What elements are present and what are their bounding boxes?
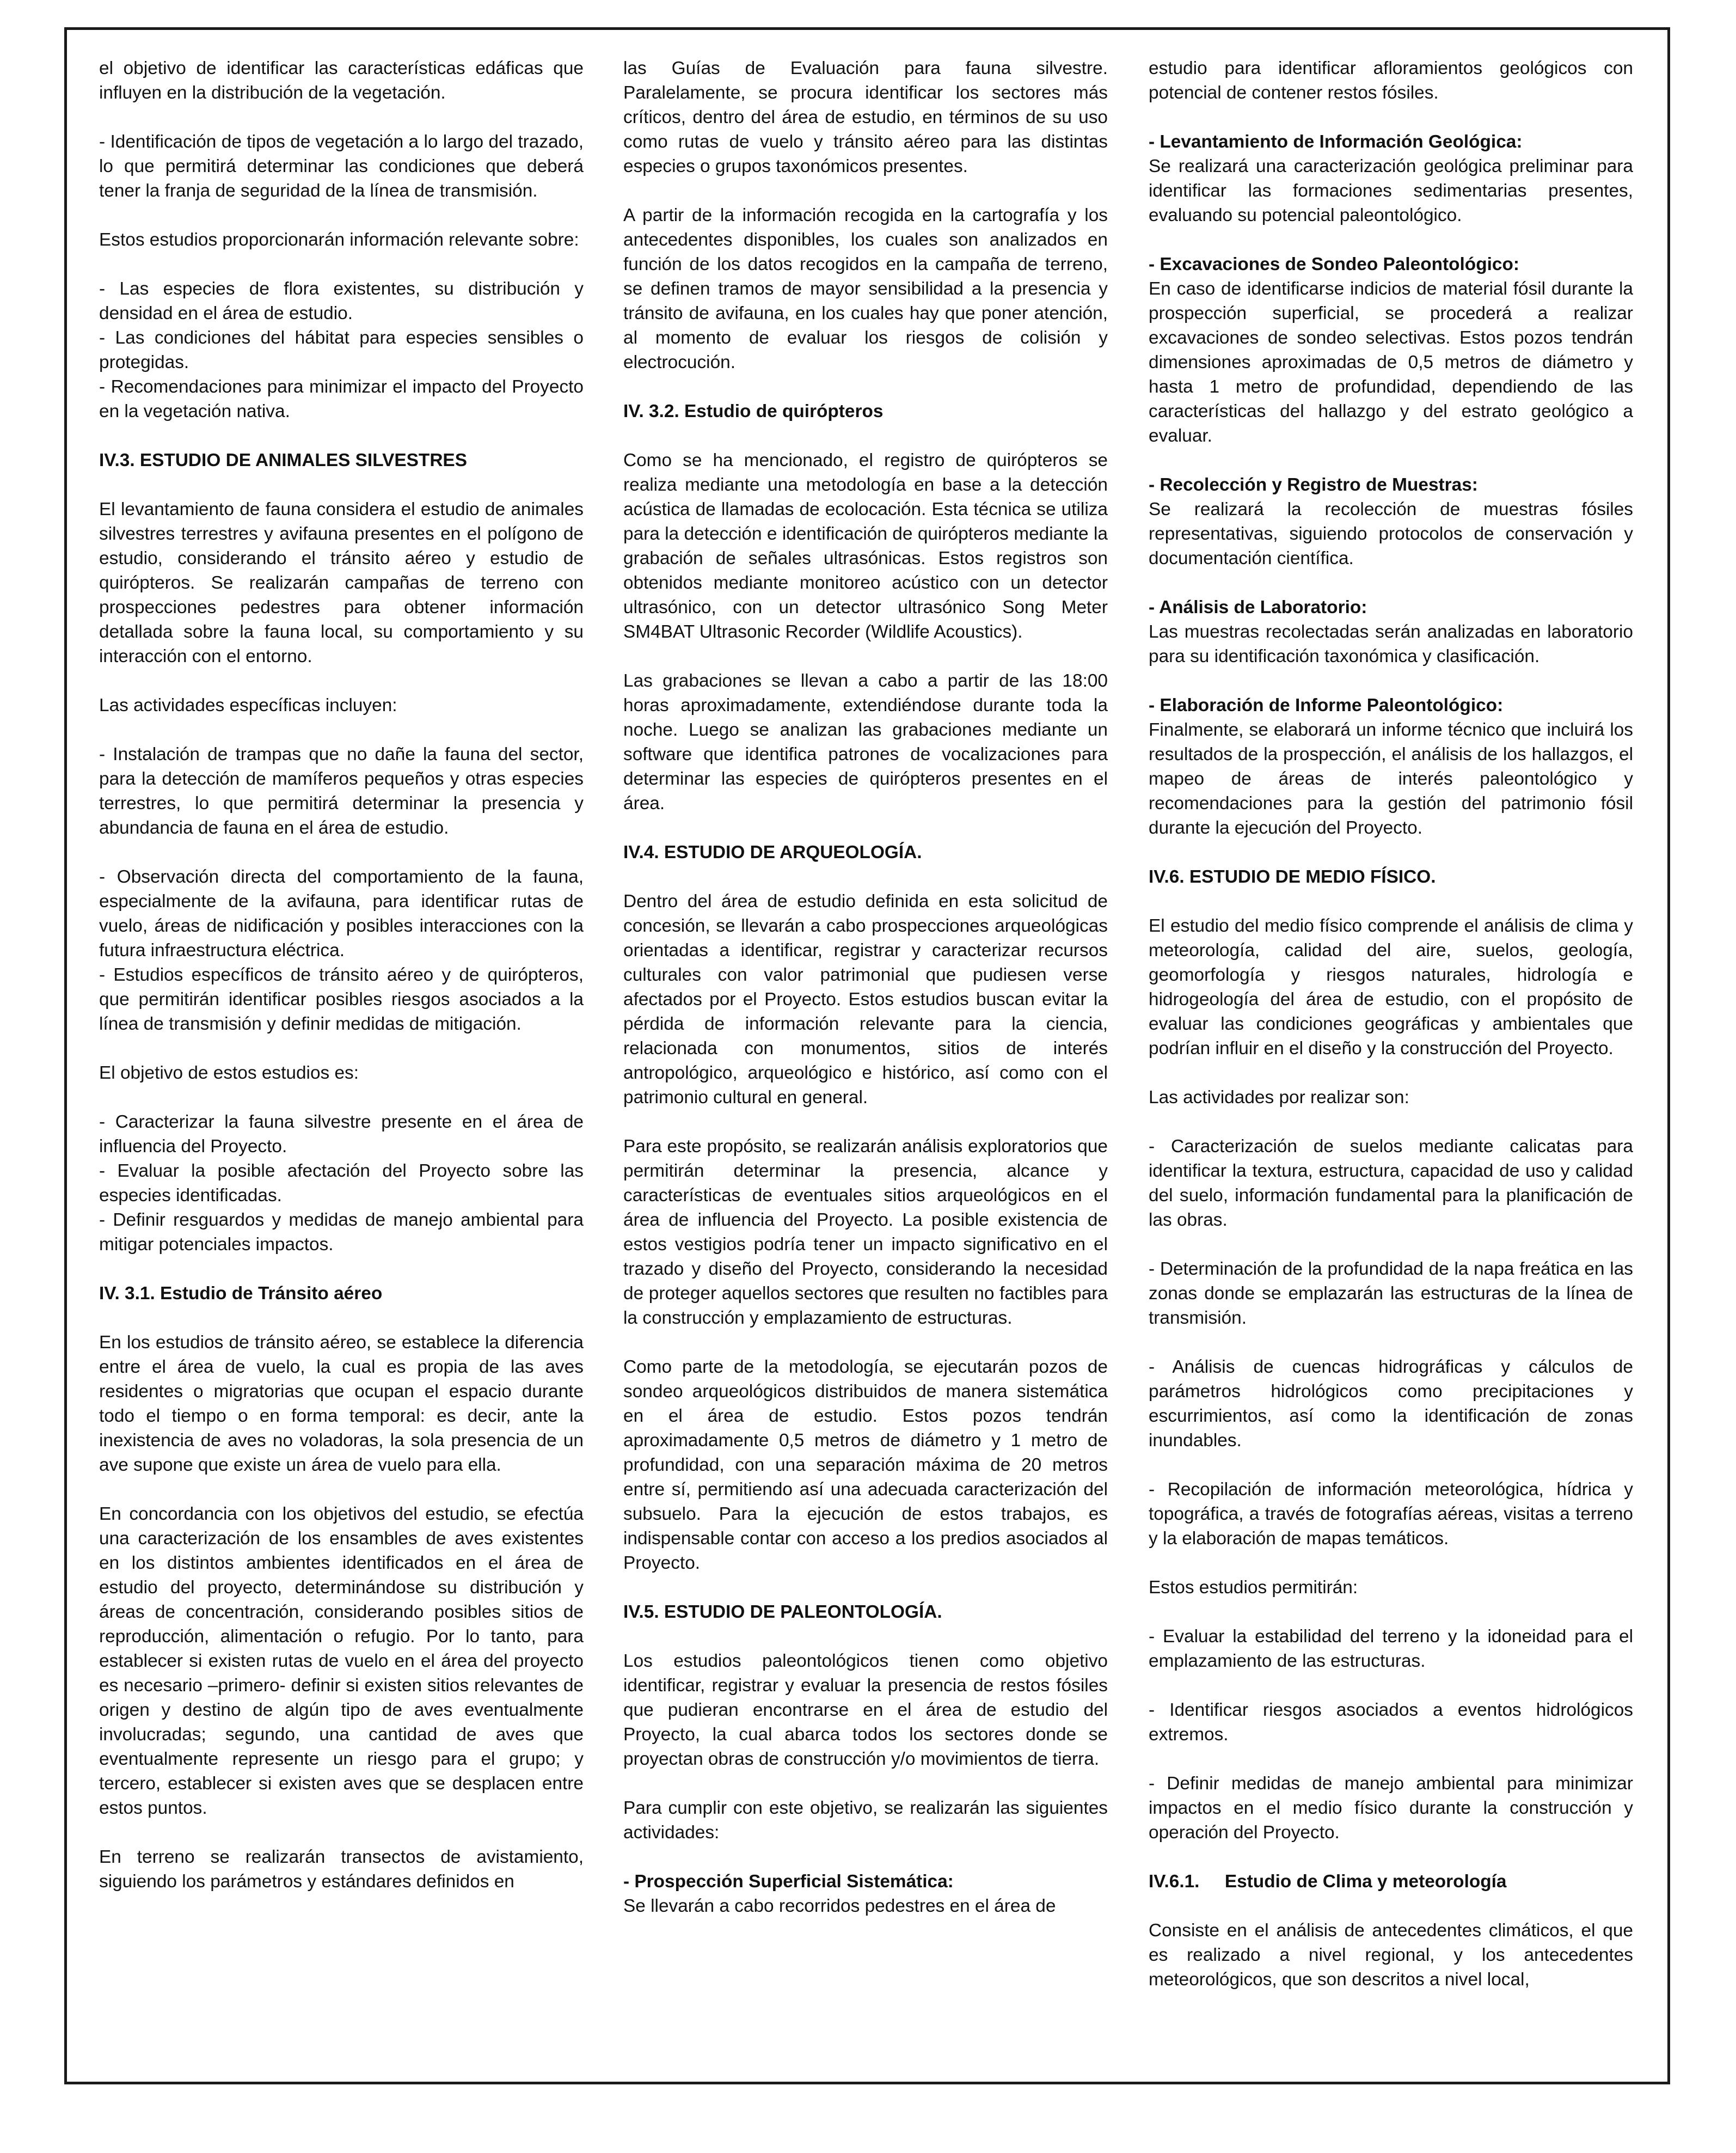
list-item: - Estudios específicos de tránsito aéreo y de quirópteros, que permitirán identificar posibles riesgos asociados a la línea de transmisión y definir medidas de mitigación. (99, 965, 584, 1034)
paragraph: El objetivo de estos estudios es: (99, 1063, 359, 1083)
paragraph: Estos estudios proporcionarán información relevante sobre: (99, 230, 579, 250)
activity-heading: - Recolección y Registro de Muestras: (1149, 475, 1478, 495)
paragraph: Las actividades por realizar son: (1149, 1087, 1409, 1108)
section-heading: IV.3. ESTUDIO DE ANIMALES SILVESTRES (99, 450, 467, 470)
paragraph: Se realizará una caracterización geológica preliminar para identificar las formaciones sedimentarias presentes, evaluando su potencial paleontológico. (1149, 156, 1633, 225)
activity-heading: - Prospección Superficial Sistemática: (623, 1871, 954, 1892)
subsection-heading: IV. 3.2. Estudio de quirópteros (623, 401, 884, 421)
paragraph: En caso de identificarse indicios de material fósil durante la prospección superficial, se procederá a realizar excavaciones de sondeo selectivas. Estos pozos tendrán dimensiones aproximadas de 0,5 metros de diámetro y hasta 1 metro de profundidad, dependiendo de las características del hallazgo y del estrato geológico a evaluar. (1149, 279, 1633, 446)
paragraph: Las muestras recolectadas serán analizadas en laboratorio para su identificación taxonómica y clasificación. (1149, 622, 1633, 666)
list-item: - Las especies de flora existentes, su distribución y densidad en el área de estudio. (99, 279, 584, 323)
paragraph: Se realizará la recolección de muestras fósiles representativas, siguiendo protocolos de conservación y documentación científica. (1149, 499, 1633, 568)
activity-heading: - Excavaciones de Sondeo Paleontológico: (1149, 254, 1519, 274)
paragraph: estudio para identificar afloramientos geológicos con potencial de contener restos fósiles. (1149, 58, 1633, 103)
section-heading: IV.6. ESTUDIO DE MEDIO FÍSICO. (1149, 867, 1436, 887)
subsection-heading: IV.6.1. Estudio de Clima y meteorología (1149, 1871, 1507, 1892)
paragraph: En terreno se realizarán transectos de avistamiento, siguiendo los parámetros y estándares definidos en (99, 1847, 584, 1892)
paragraph: Estos estudios permitirán: (1149, 1577, 1358, 1598)
list-item: - Análisis de cuencas hidrográficas y cálculos de parámetros hidrológicos como precipitaciones y escurrimientos, así como la identificación de zonas inundables. (1149, 1357, 1633, 1451)
paragraph: Para cumplir con este objetivo, se realizarán las siguientes actividades: (623, 1798, 1108, 1843)
list-item: - Evaluar la posible afectación del Proyecto sobre las especies identificadas. (99, 1161, 584, 1206)
paragraph: Las actividades específicas incluyen: (99, 695, 397, 715)
list-item: - Caracterización de suelos mediante calicatas para identificar la textura, estructura, capacidad de uso y calidad del suelo, información fundamental para la planificación de las obras. (1149, 1136, 1633, 1230)
column-right (1149, 56, 1633, 1992)
list-item: - Evaluar la estabilidad del terreno y la idoneidad para el emplazamiento de las estructuras. (1149, 1626, 1633, 1671)
paragraph: Dentro del área de estudio definida en esta solicitud de concesión, se llevarán a cabo prospecciones arqueológicas orientadas a identificar, registrar y caracterizar recursos culturales con valor patrimonial que pudiesen verse afectados por el Proyecto. Estos estudios buscan evitar la pérdida de información relevante para la ciencia, relacionada con monumentos, sitios de interés antropológico, arqueológico e histórico, así como con el patrimonio cultural en general. (623, 891, 1108, 1108)
paragraph: el objetivo de identificar las características edáficas que influyen en la distribución de la vegetación. (99, 58, 584, 103)
list-item: - Las condiciones del hábitat para especies sensibles o protegidas. (99, 328, 584, 372)
paragraph: El estudio del medio físico comprende el análisis de clima y meteorología, calidad del aire, suelos, geología, geomorfología y riesgos naturales, hidrología e hidrogeología del área de estudio, con el propósito de evaluar las condiciones geográficas y ambientales que podrían influir en el diseño y la construcción del Proyecto. (1149, 916, 1633, 1059)
column-left (99, 56, 584, 1894)
activity-heading: - Elaboración de Informe Paleontológico: (1149, 695, 1504, 715)
paragraph: las Guías de Evaluación para fauna silvestre. Paralelamente, se procura identificar los sectores más críticos, dentro del área de estudio, en términos de su uso como rutas de vuelo y tránsito aéreo para las distintas especies o grupos taxonómicos presentes. (623, 58, 1108, 176)
paragraph: - Identificación de tipos de vegetación a lo largo del trazado, lo que permitirá determinar las condiciones que deberá tener la franja de seguridad de la línea de transmisión. (99, 132, 584, 201)
subsection-heading: IV. 3.1. Estudio de Tránsito aéreo (99, 1283, 383, 1304)
paragraph: Las grabaciones se llevan a cabo a partir de las 18:00 horas aproximadamente, extendiéndose durante toda la noche. Luego se analizan las grabaciones mediante un software que identifica patrones de vocalizaciones para determinar las especies de quirópteros presentes en el área. (623, 671, 1108, 814)
paragraph: Se llevarán a cabo recorridos pedestres en el área de (623, 1896, 1056, 1916)
list-item: - Definir medidas de manejo ambiental para minimizar impactos en el medio físico durante la construcción y operación del Proyecto. (1149, 1773, 1633, 1843)
activity-heading: - Levantamiento de Información Geológica: (1149, 132, 1523, 152)
list-item: - Recopilación de información meteorológica, hídrica y topográfica, a través de fotografías aéreas, visitas a terreno y la elaboración de mapas temáticos. (1149, 1479, 1633, 1549)
paragraph: Consiste en el análisis de antecedentes climáticos, el que es realizado a nivel regional, y los antecedentes meteorológicos, que son descritos a nivel local, (1149, 1920, 1633, 1990)
paragraph: Finalmente, se elaborará un informe técnico que incluirá los resultados de la prospección, el análisis de los hallazgos, el mapeo de áreas de interés paleontológico y recomendaciones para la gestión del patrimonio fósil durante la ejecución del Proyecto. (1149, 720, 1633, 838)
list-item: - Observación directa del comportamiento de la fauna, especialmente de la avifauna, para identificar rutas de vuelo, áreas de nidificación y posibles interacciones con la futura infraestructura eléctrica. (99, 867, 584, 961)
list-item: - Determinación de la profundidad de la napa freática en las zonas donde se emplazarán las estructuras de la línea de transmisión. (1149, 1259, 1633, 1328)
paragraph: A partir de la información recogida en la cartografía y los antecedentes disponibles, los cuales son analizados en función de los datos recogidos en la campaña de terreno, se definen tramos de mayor sensibilidad a la presencia y tránsito de avifauna, en los cuales hay que poner atención, al momento de evaluar los riesgos de colisión y electrocución. (623, 205, 1108, 372)
list-item: - Identificar riesgos asociados a eventos hidrológicos extremos. (1149, 1700, 1633, 1745)
paragraph: El levantamiento de fauna considera el estudio de animales silvestres terrestres y avifauna presentes en el polígono de estudio, considerando el tránsito aéreo y estudio de quirópteros. Se realizarán campañas de terreno con prospecciones pedestres para obtener información detallada sobre la fauna local, su comportamiento y su interacción con el entorno. (99, 499, 584, 666)
paragraph: Como se ha mencionado, el registro de quirópteros se realiza mediante una metodología en base a la detección acústica de llamadas de ecolocación. Esta técnica se utiliza para la detección e identificación de quirópteros mediante la grabación de señales ultrasónicas. Estos registros son obtenidos mediante monitoreo acústico con un detector ultrasónico, con un detector ultrasónico Song Meter SM4BAT Ultrasonic Recorder (Wildlife Acoustics). (623, 450, 1108, 642)
paragraph: Los estudios paleontológicos tienen como objetivo identificar, registrar y evaluar la presencia de restos fósiles que pudieran encontrarse en el área de estudio del Proyecto, la cual abarca todos los sectores donde se proyectan obras de construcción y/o movimientos de tierra. (623, 1651, 1108, 1769)
paragraph: Como parte de la metodología, se ejecutarán pozos de sondeo arqueológicos distribuidos de manera sistemática en el área de estudio. Estos pozos tendrán aproximadamente 0,5 metros de diámetro y 1 metro de profundidad, con una separación máxima de 20 metros entre sí, permitiendo así una adecuada caracterización del subsuelo. Para la ejecución de estos trabajos, es indispensable contar con acceso a los predios asociados al Proyecto. (623, 1357, 1108, 1573)
paragraph: En concordancia con los objetivos del estudio, se efectúa una caracterización de los ensambles de aves existentes en los distintos ambientes identificados en el área de estudio del proyecto, determinándose su distribución y áreas de concentración, considerando posibles sitios de reproducción, alimentación o refugio. Por lo tanto, para establecer si existen rutas de vuelo en el área del proyecto es necesario –primero- definir si existen sitios relevantes de origen y destino de algún tipo de aves eventualmente involucradas; segundo, una cantidad de aves que eventualmente represente un riesgo para el grupo; y tercero, establecer si existen aves que se desplacen entre estos puntos. (99, 1504, 584, 1818)
section-heading: IV.5. ESTUDIO DE PALEONTOLOGÍA. (623, 1602, 942, 1622)
activity-heading: - Análisis de Laboratorio: (1149, 597, 1367, 617)
list-item: - Caracterizar la fauna silvestre presente en el área de influencia del Proyecto. (99, 1112, 584, 1157)
column-middle (623, 56, 1108, 1918)
paragraph: Para este propósito, se realizarán análisis exploratorios que permitirán determinar la presencia, alcance y características de eventuales sitios arqueológicos en el área de influencia del Proyecto. La posible existencia de estos vestigios podría tener un impacto significativo en el trazado y diseño del Proyecto, considerando la necesidad de proteger aquellos sectores que resulten no factibles para la construcción y emplazamiento de estructuras. (623, 1136, 1108, 1328)
paragraph: En los estudios de tránsito aéreo, se establece la diferencia entre el área de vuelo, la cual es propia de las aves residentes o migratorias que ocupan el espacio durante todo el tiempo o en forma temporal: es decir, ante la inexistencia de aves no voladoras, la sola presencia de un ave supone que existe un área de vuelo para ella. (99, 1332, 584, 1475)
list-item: - Recomendaciones para minimizar el impacto del Proyecto en la vegetación nativa. (99, 377, 584, 421)
list-item: - Instalación de trampas que no dañe la fauna del sector, para la detección de mamíferos pequeños y otras especies terrestres, lo que permitirá determinar la presencia y abundancia de fauna en el área de estudio. (99, 744, 584, 838)
section-heading: IV.4. ESTUDIO DE ARQUEOLOGÍA. (623, 842, 922, 863)
list-item: - Definir resguardos y medidas de manejo ambiental para mitigar potenciales impactos. (99, 1210, 584, 1255)
